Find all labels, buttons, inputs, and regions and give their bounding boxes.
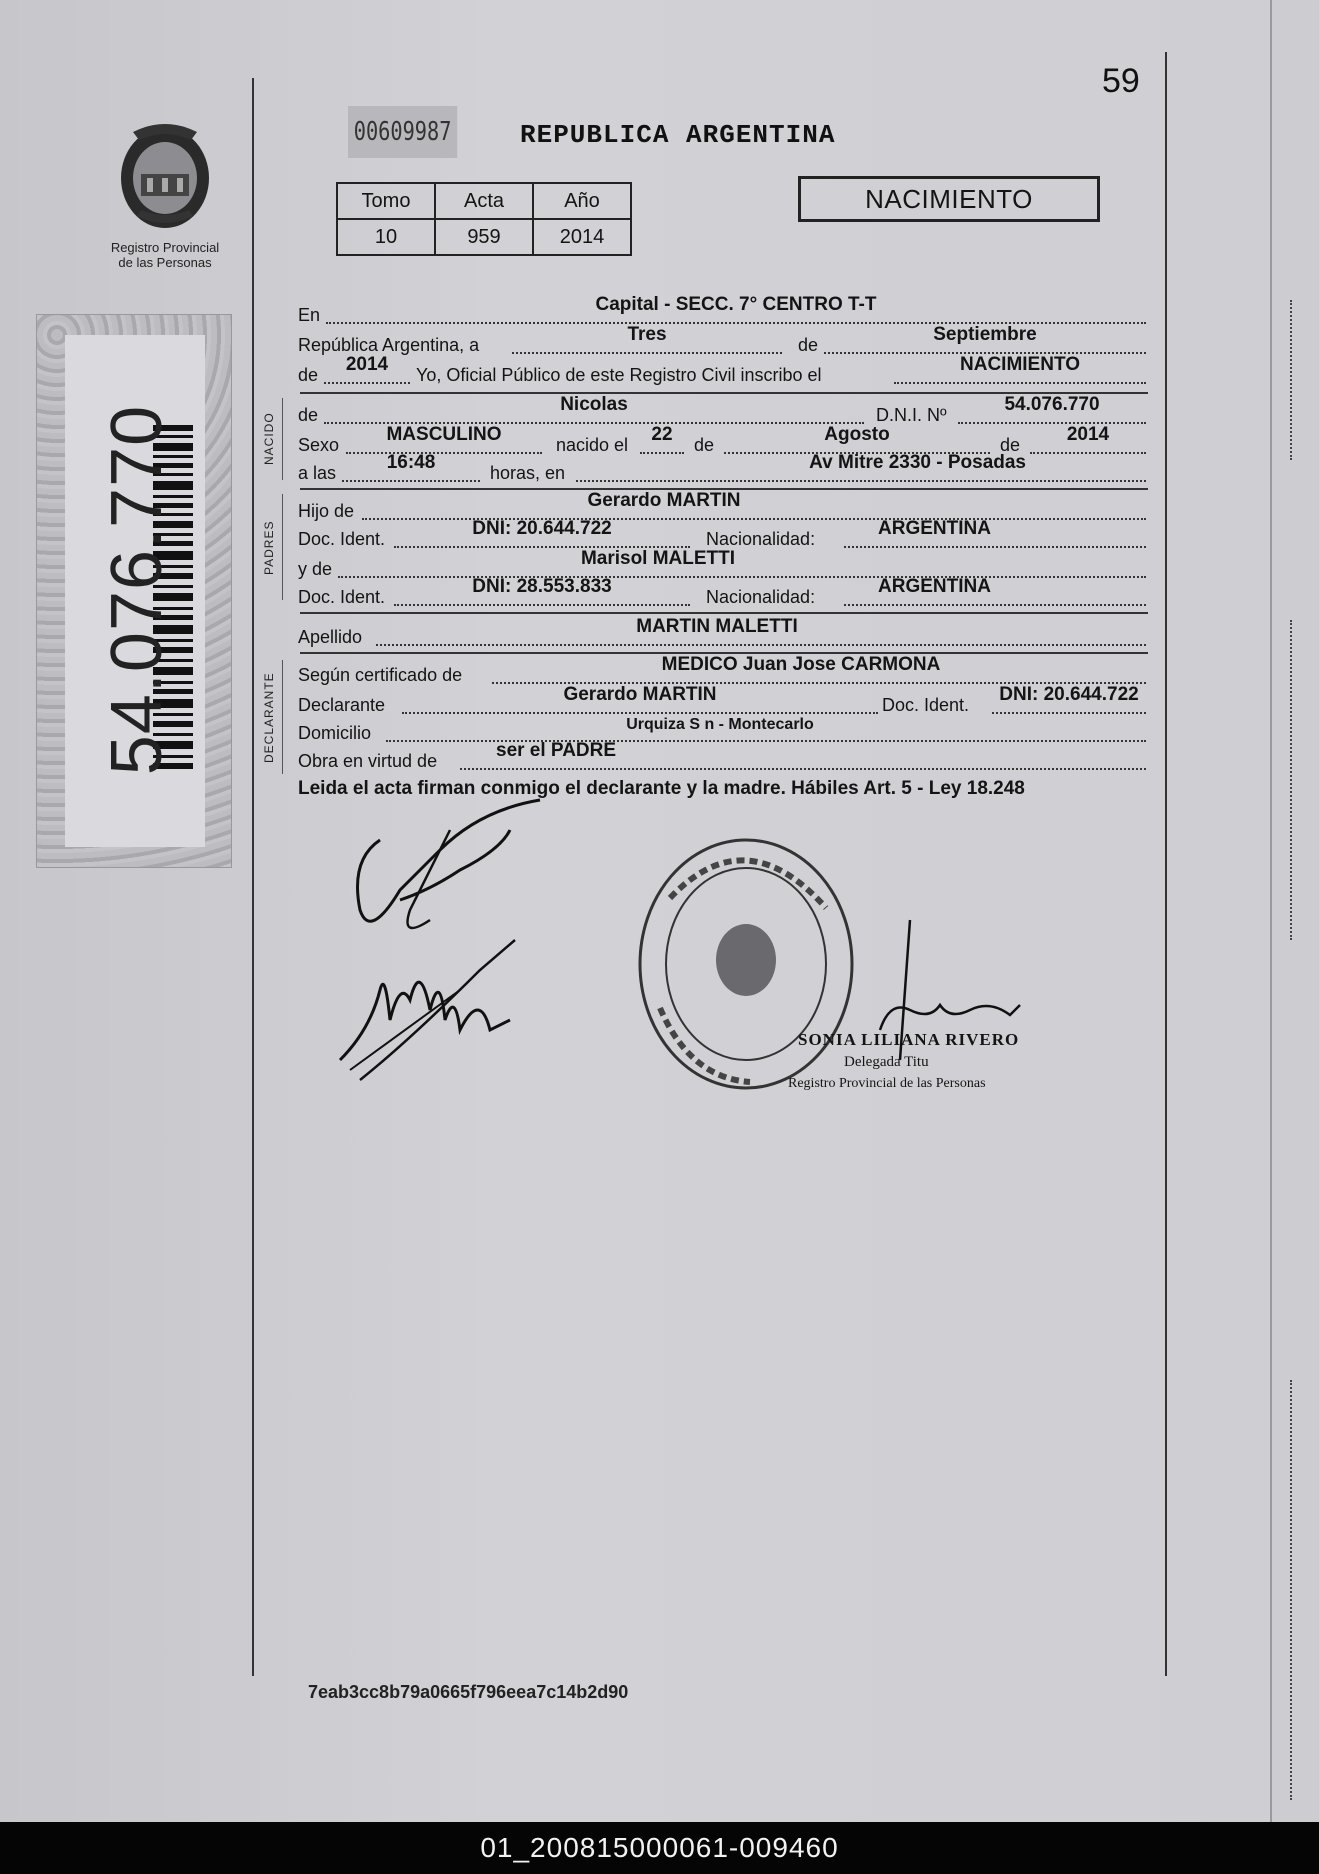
row-capacity <box>298 740 1148 772</box>
value-birth-place: Av Mitre 2330 - Posadas <box>809 452 1026 473</box>
label-declarante: Declarante <box>298 695 386 715</box>
right-margin-line <box>1165 52 1167 1676</box>
acta-header: Acta <box>435 183 533 219</box>
file-id-bar <box>0 1822 1319 1874</box>
label-horas-en: horas, en <box>490 463 566 483</box>
value-father-nationality: ARGENTINA <box>878 518 991 539</box>
value-birth-year: 2014 <box>1066 424 1110 445</box>
adjacent-page-edge <box>1270 0 1319 1822</box>
label-yo: Yo, Oficial Público de este Registro Civil inscribo el <box>416 365 822 385</box>
label-de: de <box>798 335 819 355</box>
official-org: Registro Provincial de las Personas <box>788 1076 986 1091</box>
signature-mother-icon <box>330 930 530 1090</box>
country-title: REPUBLICA ARGENTINA <box>520 120 836 150</box>
value-mother-nationality: ARGENTINA <box>878 576 991 597</box>
left-margin-line <box>252 78 254 1676</box>
row-place <box>298 294 1148 326</box>
label-domicilio: Domicilio <box>298 723 372 743</box>
value-year: 2014 <box>345 354 389 375</box>
row-act <box>298 354 1148 386</box>
value-father-doc: DNI: 20.644.722 <box>472 518 612 539</box>
row-father-doc <box>298 518 1148 550</box>
label-segun: Según certificado de <box>298 665 463 685</box>
value-mother: Marisol MALETTI <box>580 548 736 569</box>
province-logo <box>100 116 230 270</box>
value-capacity: ser el PADRE <box>496 740 617 761</box>
value-month: Septiembre <box>933 324 1037 345</box>
row-declarant <box>298 684 1148 716</box>
registry-name-line1: Registro Provincial <box>110 240 220 255</box>
label-doc-ident: Doc. Ident. <box>298 587 386 607</box>
value-place: Capital - SECC. 7° CENTRO T-T <box>595 294 877 315</box>
value-birth-month: Agosto <box>824 424 890 445</box>
label-nacido-el: nacido el <box>556 435 629 455</box>
value-declarant: Gerardo MARTIN <box>563 684 717 705</box>
official-name: SONIA LILIANA RIVERO <box>798 1030 1020 1049</box>
label-obra: Obra en virtud de <box>298 751 438 771</box>
barcode-dni-text: 54.076.770 <box>97 404 177 776</box>
record-table <box>336 182 632 256</box>
anio-value: 2014 <box>533 219 631 255</box>
value-birth-day: 22 <box>651 424 673 445</box>
value-declarant-doc: DNI: 20.644.722 <box>999 684 1139 705</box>
value-certificate-by: MEDICO Juan Jose CARMONA <box>661 654 941 675</box>
value-mother-doc: DNI: 28.553.833 <box>472 576 612 597</box>
label-a-las: a las <box>298 463 337 483</box>
row-date <box>298 324 1148 356</box>
tomo-header: Tomo <box>337 183 435 219</box>
value-sex: MASCULINO <box>386 424 502 445</box>
acta-value: 959 <box>435 219 533 255</box>
page-number: 59 <box>1102 62 1140 100</box>
value-day-words: Tres <box>627 324 667 345</box>
coat-of-arms-icon <box>111 116 219 234</box>
tomo-value: 10 <box>337 219 435 255</box>
label-de: de <box>1000 435 1021 455</box>
value-father: Gerardo MARTIN <box>587 490 741 511</box>
closing-statement: Leida el acta firman conmigo el declarante y la madre. Hábiles Art. 5 - Ley 18.248 <box>298 778 1025 799</box>
label-hijo-de: Hijo de <box>298 501 355 521</box>
label-de: de <box>298 405 319 425</box>
value-surname: MARTIN MALETTI <box>636 616 798 637</box>
row-time-place <box>298 452 1148 484</box>
label-sexo: Sexo <box>298 435 340 455</box>
label-dni-no: D.N.I. Nº <box>876 405 947 425</box>
label-doc-ident: Doc. Ident. <box>882 695 970 715</box>
official-role: Delegada Titu <box>844 1054 929 1070</box>
section-padres: PADRES <box>262 520 276 576</box>
label-nacionalidad: Nacionalidad: <box>706 529 816 549</box>
file-id: 01_200815000061-009460 <box>480 1832 839 1863</box>
registry-name-line2: de las Personas <box>118 255 212 270</box>
value-act: NACIMIENTO <box>960 354 1080 375</box>
section-nacido: NACIDO <box>262 412 276 466</box>
document-hash: 7eab3cc8b79a0665f796eea7c14b2d90 <box>308 1682 629 1702</box>
serial-number: 00609987 <box>348 106 457 158</box>
label-y-de: y de <box>298 559 333 579</box>
value-dni: 54.076.770 <box>1004 394 1100 415</box>
row-mother-doc <box>298 576 1148 608</box>
label-de: de <box>298 365 319 385</box>
certificate-type: NACIMIENTO <box>798 176 1100 222</box>
label-de: de <box>694 435 715 455</box>
barcode-sticker <box>36 314 232 868</box>
section-declarante: DECLARANTE <box>262 672 276 764</box>
value-domicile: Urquiza S n - Montecarlo <box>626 716 814 733</box>
label-republica: República Argentina, a <box>298 335 480 355</box>
label-nacionalidad: Nacionalidad: <box>706 587 816 607</box>
label-doc-ident: Doc. Ident. <box>298 529 386 549</box>
anio-header: Año <box>533 183 631 219</box>
label-apellido: Apellido <box>298 627 363 647</box>
row-certificate <box>298 654 1148 686</box>
row-name <box>298 394 1148 426</box>
value-name: Nicolas <box>560 394 628 415</box>
label-en: En <box>298 305 321 325</box>
row-surname <box>298 616 1148 648</box>
value-birth-time: 16:48 <box>386 452 436 473</box>
official-seal-icon <box>630 828 870 1108</box>
